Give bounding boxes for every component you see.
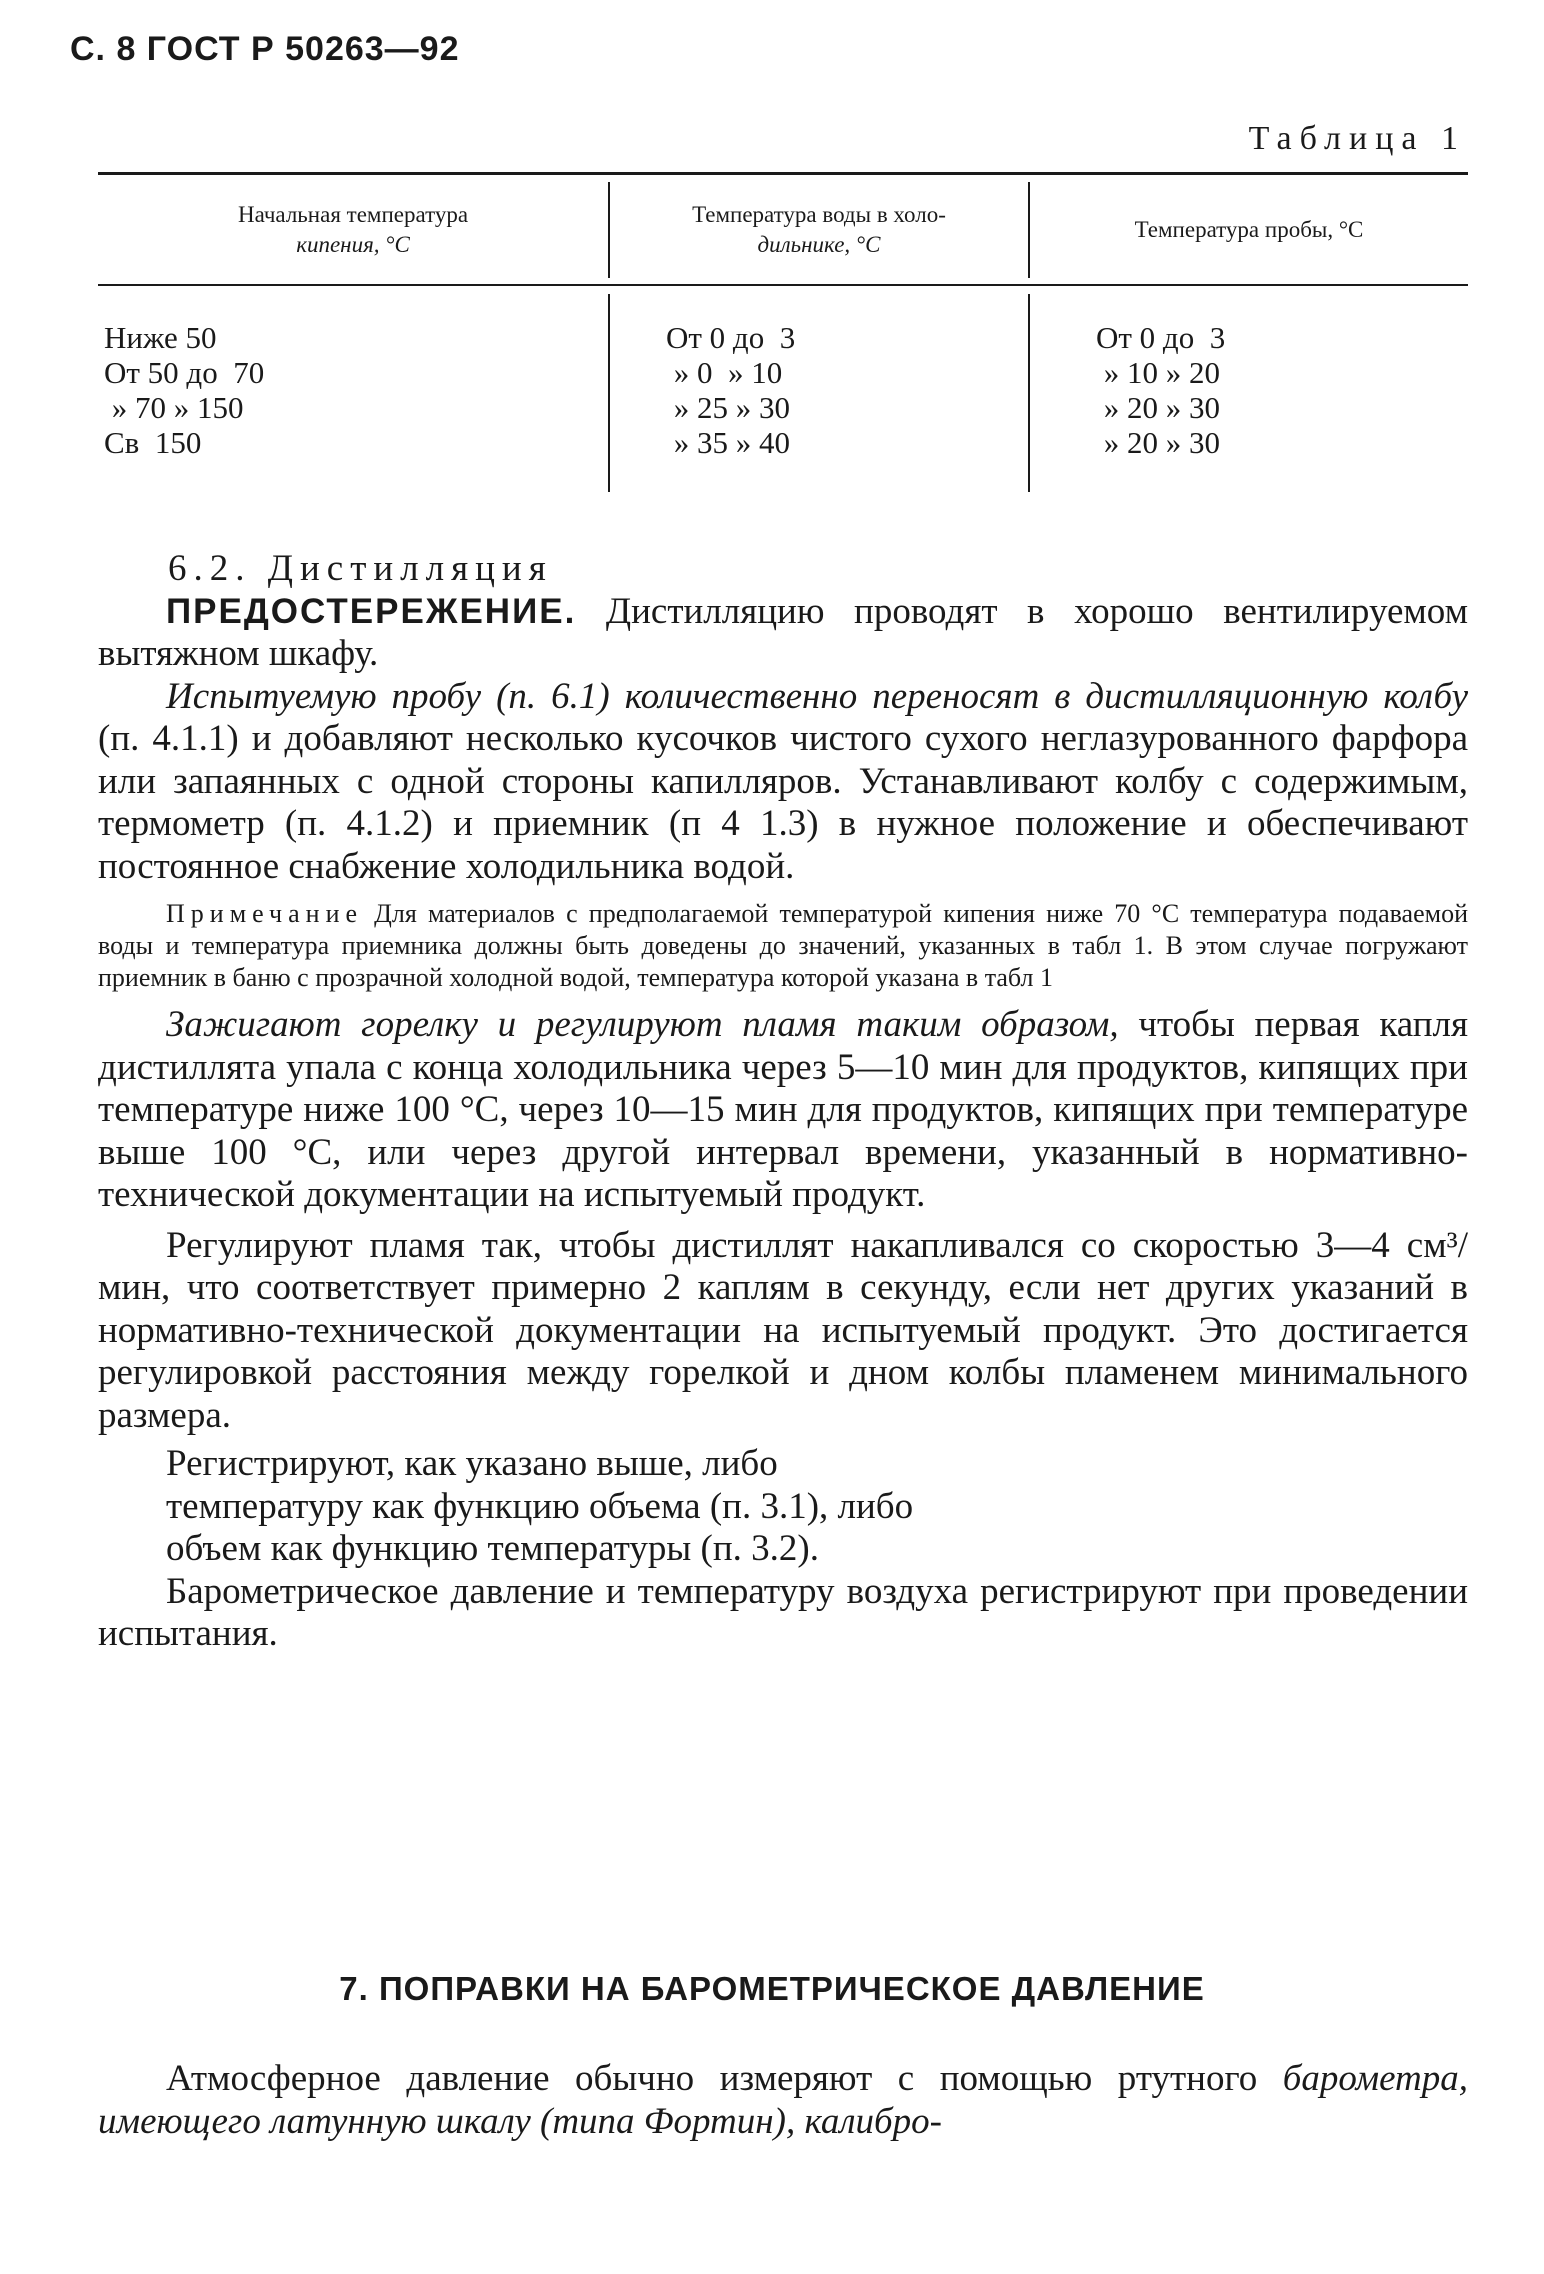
table-header-cell bbox=[98, 194, 608, 266]
italic-text: Испытуемую пробу (п. 6.1) количественно переносят в дистилляционную колбу bbox=[166, 675, 1468, 717]
table-cell: От 0 до 3 bbox=[1096, 320, 1226, 355]
paragraph: Регистрируют, как указано выше, либо bbox=[166, 1443, 778, 1484]
table-cell: Св 150 bbox=[104, 425, 202, 460]
section-6-2 bbox=[98, 548, 1468, 1656]
section-heading: 7. ПОПРАВКИ НА БАРОМЕТРИЧЕСКОЕ ДАВЛЕНИЕ bbox=[339, 1970, 1205, 2007]
table-caption: Таблица 1 bbox=[1248, 120, 1466, 157]
italic-text: барометра, имеющего латунную шкалу (типа Фортин), калибро- bbox=[98, 2058, 1468, 2142]
table-header-rule bbox=[98, 284, 1468, 286]
text: чтобы первая капля дистиллята упала с конца холодильника через 5—10 мин для продуктов, кипящих при температуре ниже 100 °С, через 10—15 мин для продуктов, кипящих при температуре выше 100 °С, или через другой интервал времени, указанный в нормативно-технической документации на испытуемый продукт. bbox=[98, 1004, 1468, 1215]
table-column-3 bbox=[1096, 320, 1225, 460]
header-line: кипения, °С bbox=[296, 232, 410, 257]
text: Атмосферное давление обычно измеряют с помощью ртутного bbox=[166, 2058, 1283, 2099]
table-cell: От 0 до 3 bbox=[666, 320, 796, 355]
table-cell: » 35 » 40 bbox=[666, 425, 790, 460]
table-cell: Ниже 50 bbox=[104, 320, 217, 355]
note-label: Примечание bbox=[166, 899, 364, 928]
table-column-1 bbox=[104, 320, 264, 460]
table-cell: » 20 » 30 bbox=[1096, 390, 1220, 425]
paragraph bbox=[98, 1004, 1468, 1217]
header-line: Начальная температура bbox=[237, 202, 469, 227]
note-text: Для материалов с предполагаемой температурой кипения ниже 70 °С температура подаваемой воды и температура приемника должны быть доведены до значений, указанных в табл 1. В этом случае погружают приемник в баню с прозрачной холодной водой, температура которой указана в табл 1 bbox=[98, 899, 1468, 992]
table-cell: » 10 » 20 bbox=[1096, 355, 1220, 390]
paragraph: Регулируют пламя так, чтобы дистиллят накапливался со скоростью 3—4 см³/мин, что соответствует примерно 2 каплям в секунду, если нет других указаний в нормативно-технической документации на испытуемый продукт. Это достигается регулировкой расстояния между горелкой и дном колбы пламенем минимального размера. bbox=[98, 1224, 1468, 1436]
paragraph bbox=[98, 2058, 1468, 2143]
table-column-2 bbox=[666, 320, 795, 460]
paragraph: объем как функцию температуры (п. 3.2). bbox=[166, 1528, 819, 1569]
text: (п. 4.1.1) и добавляют несколько кусочков чистого сухого неглазурованного фарфора или запаянных с одной стороны капилляров. Устанавливают колбу с содержимым, термометр (п. 4.1.2) и приемник (п 4 1.3) в нужное положение и обеспечивают постоянное снабжение холодильника водой. bbox=[98, 718, 1468, 887]
paragraph: Барометрическое давление и температуру воздуха регистрируют при проведении испытания. bbox=[98, 1570, 1468, 1654]
table-cell: » 25 » 30 bbox=[666, 390, 790, 425]
warning-paragraph bbox=[98, 591, 1468, 676]
table-divider bbox=[608, 294, 610, 492]
paragraph: температуру как функцию объема (п. 3.1), либо bbox=[166, 1485, 914, 1527]
table-divider bbox=[1028, 294, 1030, 492]
header-line: Температура пробы, °С bbox=[1134, 217, 1364, 242]
table-cell: От 50 до 70 bbox=[104, 355, 265, 390]
warning-text: Дистилляцию проводят в хорошо вентилируемом вытяжном шкафу. bbox=[98, 590, 1468, 674]
header-line: Температура воды в холо- bbox=[692, 202, 946, 227]
section-heading: 6.2. Дистилляция bbox=[168, 548, 553, 589]
table-cell: » 70 » 150 bbox=[104, 390, 244, 425]
header-line: дильнике, °С bbox=[757, 232, 881, 257]
paragraph bbox=[98, 676, 1468, 889]
table-cell: » 0 » 10 bbox=[666, 355, 783, 390]
table-cell: » 20 » 30 bbox=[1096, 425, 1220, 460]
running-head: С. 8 ГОСТ Р 50263—92 bbox=[70, 30, 460, 68]
table-header-cell bbox=[610, 194, 1028, 266]
table-header-cell bbox=[1030, 194, 1468, 266]
table-top-rule bbox=[98, 172, 1468, 175]
section-7 bbox=[98, 2058, 1468, 2143]
note bbox=[98, 898, 1468, 994]
warning-label: ПРЕДОСТЕРЕЖЕНИЕ. bbox=[166, 591, 577, 631]
table-1 bbox=[98, 172, 1468, 507]
italic-text: Зажигают горелку и регулируют пламя таким образом, bbox=[166, 1004, 1119, 1045]
